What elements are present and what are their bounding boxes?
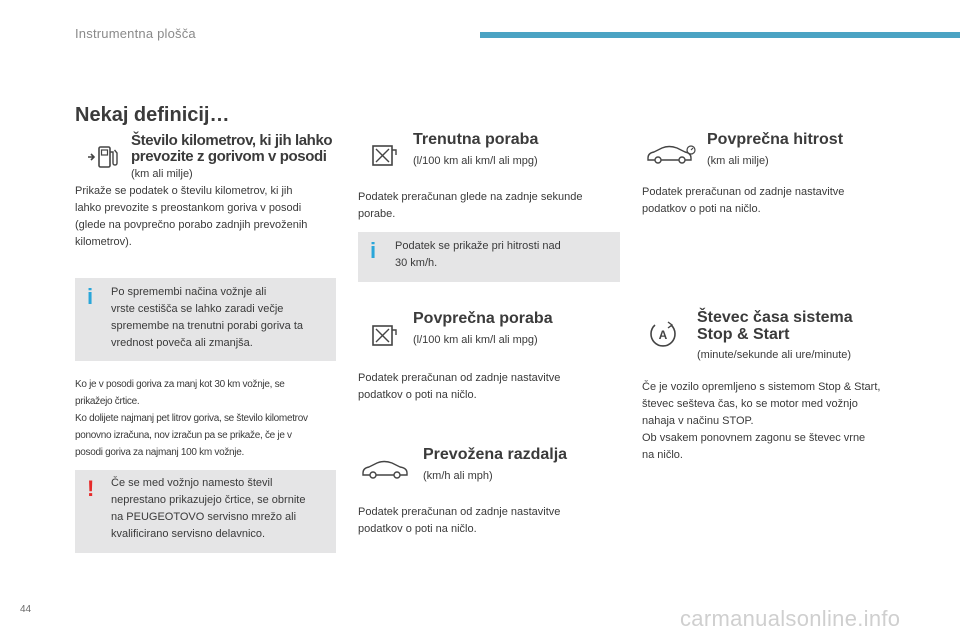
text-line: nahaja v načinu STOP. bbox=[642, 415, 754, 427]
text-line: podatkov o poti na ničlo. bbox=[358, 523, 477, 535]
text-line: Če se med vožnjo namesto števil bbox=[111, 477, 273, 489]
header-accent-bar bbox=[480, 32, 960, 38]
info-box-text bbox=[111, 284, 333, 352]
text-line: spremembe na trenutni porabi goriva ta bbox=[111, 320, 303, 332]
watermark: carmanualsonline.info bbox=[680, 606, 901, 631]
average-speed-unit: (km ali milje) bbox=[707, 155, 769, 167]
range-heading-line2: prevozite z gorivom v posodi bbox=[131, 148, 327, 165]
text-line: Po spremembi načina vožnje ali bbox=[111, 286, 267, 298]
warning-box-dashes bbox=[75, 470, 336, 553]
text-line: Ko je v posodi goriva za manj kot 30 km vožnje, se bbox=[75, 379, 285, 390]
text-line: na ničlo. bbox=[642, 449, 683, 461]
text-line: Če je vozilo opremljeno s sistemom Stop & Start, bbox=[642, 381, 881, 393]
text-line: vrednost poveča ali zmanjša. bbox=[111, 337, 253, 349]
warning-box-text bbox=[111, 475, 333, 543]
info-box-speed-threshold bbox=[358, 232, 620, 282]
header-title: Instrumentna plošča bbox=[75, 26, 196, 41]
range-dashes-note bbox=[75, 376, 340, 461]
stop-start-icon bbox=[647, 318, 679, 350]
stop-start-heading-line1: Števec časa sistema bbox=[697, 309, 853, 326]
average-speed-description bbox=[642, 184, 912, 218]
average-speed-heading: Povprečna hitrost bbox=[707, 131, 844, 148]
text-line: Podatek preračunan glede na zadnje sekunde bbox=[358, 191, 583, 203]
info-box-driving-style bbox=[75, 278, 336, 361]
text-line: lahko prevozite s preostankom goriva v posodi bbox=[75, 202, 302, 214]
text-line: Ob vsakem ponovnem zagonu se števec vrne bbox=[642, 432, 866, 444]
fuel-pump-icon bbox=[86, 144, 120, 170]
text-line: kilometrov). bbox=[75, 236, 132, 248]
section-title: Nekaj definicij… bbox=[75, 104, 230, 126]
fuel-consumption-icon bbox=[370, 322, 398, 348]
text-line: podatkov o poti na ničlo. bbox=[642, 203, 761, 215]
range-unit: (km ali milje) bbox=[131, 168, 193, 180]
car-distance-icon bbox=[360, 458, 412, 480]
current-consumption-description bbox=[358, 189, 620, 223]
info-marker-icon: i bbox=[370, 238, 377, 263]
text-line: podatkov o poti na ničlo. bbox=[358, 389, 477, 401]
text-line: porabe. bbox=[358, 208, 396, 220]
stop-start-description bbox=[642, 379, 917, 464]
text-line: ponovno izračuna, nov izračun pa se prikaže, če je v bbox=[75, 430, 292, 441]
average-consumption-description bbox=[358, 370, 620, 404]
text-line: 30 km/h. bbox=[395, 257, 438, 269]
stop-start-heading-line2: Stop & Start bbox=[697, 326, 790, 343]
warning-marker-icon: ! bbox=[87, 476, 95, 501]
text-line: (glede na povprečno porabo zadnjih prevoženih bbox=[75, 219, 308, 231]
info-box-text bbox=[395, 238, 615, 272]
text-line: Ko dolijete najmanj pet litrov goriva, se število kilometrov bbox=[75, 413, 308, 424]
info-marker-icon: i bbox=[87, 284, 94, 309]
text-line: neprestano prikazujejo črtice, se obrnite bbox=[111, 494, 306, 506]
text-line: števec sešteva čas, ko se motor med vožnjo bbox=[642, 398, 858, 410]
car-speed-icon bbox=[645, 143, 697, 165]
text-line: posodi goriva za najmanj 100 km vožnje. bbox=[75, 447, 244, 458]
text-line: na PEUGEOTOVO servisno mrežo ali bbox=[111, 511, 297, 523]
current-consumption-heading: Trenutna poraba bbox=[413, 131, 539, 148]
distance-description bbox=[358, 504, 620, 538]
text-line: Podatek preračunan od zadnje nastavitve bbox=[358, 372, 561, 384]
text-line: vrste cestišča se lahko zaradi večje bbox=[111, 303, 284, 315]
stop-start-unit: (minute/sekunde ali ure/minute) bbox=[697, 349, 852, 361]
stop-start-letter: A bbox=[658, 328, 668, 342]
text-line: Podatek preračunan od zadnje nastavitve bbox=[358, 506, 561, 518]
range-heading-line1: Število kilometrov, ki jih lahko bbox=[131, 132, 333, 149]
current-consumption-unit: (l/100 km ali km/l ali mpg) bbox=[413, 155, 538, 167]
text-line: Podatek se prikaže pri hitrosti nad bbox=[395, 240, 561, 252]
text-line: Prikaže se podatek o številu kilometrov, ki jih bbox=[75, 185, 293, 197]
distance-unit: (km/h ali mph) bbox=[423, 470, 493, 482]
fuel-consumption-icon bbox=[370, 142, 398, 168]
average-consumption-unit: (l/100 km ali km/l ali mpg) bbox=[413, 334, 538, 346]
text-line: Podatek preračunan od zadnje nastavitve bbox=[642, 186, 845, 198]
page-number: 44 bbox=[20, 604, 32, 615]
text-line: prikažejo črtice. bbox=[75, 396, 140, 407]
range-description bbox=[75, 183, 340, 251]
text-line: kvalificirano servisno delavnico. bbox=[111, 528, 266, 540]
distance-heading: Prevožena razdalja bbox=[423, 446, 568, 463]
average-consumption-heading: Povprečna poraba bbox=[413, 310, 553, 327]
